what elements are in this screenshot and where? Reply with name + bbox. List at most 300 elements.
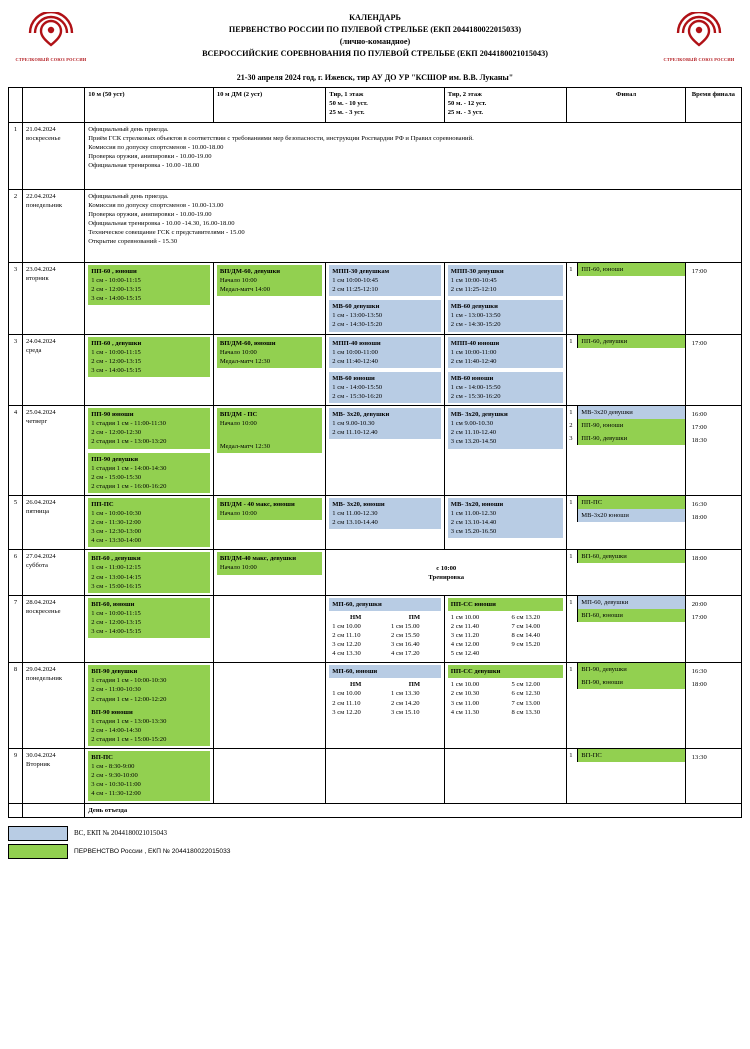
cell-final-time bbox=[685, 334, 741, 406]
pair-row bbox=[332, 689, 437, 698]
span-line: Официальный день приезда. bbox=[88, 193, 169, 200]
final-entry bbox=[567, 663, 684, 689]
cell-10m-dm bbox=[213, 749, 325, 803]
table-row bbox=[9, 495, 742, 549]
cell-final bbox=[567, 550, 685, 595]
final-entry bbox=[567, 263, 684, 276]
final-entry bbox=[567, 496, 684, 522]
session-title: МВ-60 девушки bbox=[450, 303, 498, 311]
schedule-table bbox=[8, 87, 742, 818]
session-title: МП-60, юноши bbox=[329, 665, 440, 678]
header-10m-dm: 10 м ДМ (2 уст) bbox=[213, 88, 325, 123]
session-line: 2 см - 14:30-15:20 bbox=[450, 321, 501, 329]
final-time: 18:00 bbox=[691, 681, 707, 689]
final-index: 2 bbox=[567, 419, 578, 432]
cell-final bbox=[567, 595, 685, 663]
session-line: 4 см - 11:30-12:00 bbox=[91, 790, 141, 798]
session-line: 1 стадия 1 см - 13:00-13:30 bbox=[91, 717, 167, 725]
pair-left: 1 см 10.00 bbox=[332, 622, 361, 630]
final-time: 17:00 bbox=[691, 339, 707, 347]
session-line: 1 см - 10:00-11:15 bbox=[91, 277, 141, 285]
pair-row bbox=[451, 708, 561, 717]
row-date-line1: 21.04.2024 bbox=[26, 126, 56, 133]
session-block bbox=[217, 498, 322, 520]
row-date-line2: понедельник bbox=[26, 202, 63, 210]
session-line: 1 стадия 1 см - 10:00-10:30 bbox=[91, 677, 167, 685]
cell-tir-2 bbox=[444, 334, 567, 406]
final-index: 1 bbox=[567, 406, 578, 419]
pair-right: 7 см 13.00 bbox=[511, 699, 541, 707]
document-header bbox=[8, 6, 742, 68]
span-line: Техническое совещание ГСК с представителями - 15.00 bbox=[88, 229, 245, 237]
final-label: МВ-3х20 девушки bbox=[578, 406, 684, 419]
session-line: 1 см - 14:00-15:50 bbox=[332, 383, 383, 391]
session-title: ПП-90 девушки bbox=[91, 455, 139, 463]
session-line: 2 см 11:40-12:40 bbox=[332, 357, 378, 365]
training-label: Тренировка bbox=[428, 574, 465, 582]
pair-right: 6 см 13.20 bbox=[511, 613, 541, 621]
pair-row bbox=[451, 631, 561, 640]
pair-right: 2 см 15.50 bbox=[391, 632, 420, 639]
pair-right: 8 см 13.30 bbox=[511, 708, 541, 716]
cell-tir-1 bbox=[326, 595, 444, 663]
session-title: ПП-90 юноши bbox=[91, 411, 134, 419]
table-row bbox=[9, 663, 742, 749]
session-block bbox=[448, 265, 564, 296]
row-date-line2: Вторник bbox=[26, 761, 51, 769]
row-full-span bbox=[85, 190, 742, 263]
departure-label: День отъезда bbox=[85, 803, 742, 817]
row-number: 3 bbox=[9, 334, 23, 406]
event-subtitle: 21-30 апреля 2024 год, г. Ижевск, тир АУ ДО УР "КСШОР им. В.В. Луканы" bbox=[236, 73, 514, 82]
cell-final-time bbox=[685, 595, 741, 663]
final-entry bbox=[567, 335, 684, 348]
pair-left: 4 см 12.00 bbox=[450, 641, 480, 649]
session-line: 1 см 11.00-12.30 bbox=[450, 509, 497, 517]
row-date bbox=[23, 334, 85, 406]
table-row bbox=[9, 595, 742, 663]
final-time: 17:00 bbox=[691, 613, 707, 621]
pair-left: 2 см 11.10 bbox=[332, 632, 361, 639]
legend-swatch-green bbox=[8, 844, 68, 859]
header-final-time: Время финала bbox=[685, 88, 741, 123]
row-date-line2: среда bbox=[26, 346, 42, 354]
session-title: ВП-60 , девушки bbox=[91, 555, 141, 563]
title-line-4: ВСЕРОССИЙСКИЕ СОРЕВНОВАНИЯ ПО ПУЛЕВОЙ СТРЕЛЬБЕ (ЕКП 2044180021015043) bbox=[202, 48, 548, 58]
row-date bbox=[23, 595, 85, 663]
pair-right: 7 см 14.00 bbox=[511, 622, 541, 630]
cell-final bbox=[567, 749, 685, 803]
session-pairs bbox=[448, 678, 564, 718]
legend-label: ВС, ЕКП № 2044180021015043 bbox=[74, 829, 168, 838]
pair-row bbox=[332, 708, 437, 717]
session-title: ВП-90 девушки bbox=[91, 668, 138, 676]
cell-10m-dm bbox=[213, 263, 325, 335]
cell-tir-1 bbox=[326, 406, 444, 496]
pair-left: 4 см 13.30 bbox=[332, 650, 361, 658]
session-block bbox=[448, 372, 564, 403]
session-title: МВ-60 юноши bbox=[450, 374, 494, 382]
pair-row bbox=[332, 622, 437, 631]
table-row bbox=[9, 190, 742, 263]
final-entry bbox=[567, 550, 684, 563]
cell-final bbox=[567, 495, 685, 549]
session-block bbox=[217, 337, 322, 368]
table-row bbox=[9, 334, 742, 406]
header-tir-1-line1: Тир, 1 этаж bbox=[329, 91, 364, 98]
final-entry bbox=[567, 406, 684, 419]
session-title: МВ- 3х20, девушки bbox=[450, 411, 508, 419]
row-date-line1: 28.04.2024 bbox=[26, 598, 56, 606]
pairs-head bbox=[332, 613, 437, 622]
final-time: 18:30 bbox=[691, 437, 707, 445]
row-date-line1: 26.04.2024 bbox=[26, 498, 56, 506]
session-block bbox=[88, 706, 210, 746]
row-date-line2: вторник bbox=[26, 275, 49, 283]
pairs-head-left: НМ bbox=[349, 681, 362, 689]
session-title: МВ-60 девушки bbox=[332, 303, 380, 311]
session-line: 1 см 10:00-11:00 bbox=[332, 348, 378, 356]
header-tir-2-line1: Тир, 2 этаж bbox=[447, 91, 482, 98]
final-label-wrap bbox=[578, 550, 684, 563]
cell-10m-dm bbox=[213, 595, 325, 663]
cell-final-time bbox=[685, 663, 741, 749]
session-block bbox=[88, 598, 210, 638]
final-entry bbox=[567, 596, 684, 622]
final-label: ВП-60, девушки bbox=[578, 550, 684, 563]
header-final: Финал bbox=[567, 88, 685, 123]
row-number bbox=[9, 803, 23, 817]
cell-10m-dm bbox=[213, 406, 325, 496]
pair-left: 2 см 10.30 bbox=[450, 690, 480, 698]
table-row bbox=[9, 749, 742, 803]
session-line: 2 см - 9:30-10:00 bbox=[91, 772, 138, 780]
session-line: 2 см - 14:00-14:30 bbox=[91, 726, 142, 734]
cell-final-time bbox=[685, 550, 741, 595]
final-label: МВ-3х20 юноши bbox=[578, 509, 684, 522]
session-block bbox=[88, 498, 210, 547]
session-title: МВ-60 юноши bbox=[332, 374, 375, 382]
row-date bbox=[23, 263, 85, 335]
session-pairs bbox=[448, 611, 564, 660]
cell-10m bbox=[85, 406, 214, 496]
session-block bbox=[88, 453, 210, 493]
session-block bbox=[88, 665, 210, 705]
pairs-head bbox=[332, 680, 437, 689]
session-title: ПП-СС юноши bbox=[448, 598, 564, 611]
pair-row bbox=[332, 640, 437, 649]
cell-final bbox=[567, 263, 685, 335]
cell-tir-1 bbox=[326, 263, 444, 335]
cell-final-time bbox=[685, 406, 741, 496]
logo-right-text: СТРЕЛКОВЫЙ СОЮЗ РОССИИ bbox=[663, 56, 735, 62]
pair-left: 3 см 12.20 bbox=[332, 708, 361, 716]
cell-10m bbox=[85, 595, 214, 663]
pair-right: 8 см 14.40 bbox=[511, 632, 541, 639]
final-label-wrap bbox=[578, 406, 684, 419]
session-line: 2 см - 15:00-15:30 bbox=[91, 473, 142, 481]
session-title: ПП-СС девушки bbox=[448, 665, 564, 678]
header-tir-2-line2: 50 м. - 12 уст. bbox=[447, 100, 487, 108]
final-time: 13:30 bbox=[691, 754, 707, 762]
final-label: ПП-ПС bbox=[578, 496, 684, 509]
session-title: ВП-60, юноши bbox=[91, 600, 135, 608]
title-line-1: КАЛЕНДАРЬ bbox=[349, 13, 401, 22]
session-line: 2 см 11:40-12:40 bbox=[450, 357, 497, 365]
pair-left: 3 см 12.20 bbox=[332, 641, 361, 649]
final-time: 16:00 bbox=[691, 411, 707, 419]
session-line: 2 см - 14:30-15:20 bbox=[332, 321, 383, 329]
session-title: МПП-30 девушкам bbox=[332, 268, 390, 275]
session-block bbox=[88, 265, 210, 305]
pair-row bbox=[451, 640, 561, 649]
row-number: 7 bbox=[9, 595, 23, 663]
final-time: 18:00 bbox=[691, 555, 707, 563]
session-line: 1 см 10:00-10:45 bbox=[450, 277, 497, 285]
session-title: ВП/ДМ - ПС bbox=[219, 411, 258, 419]
session-line: 2 стадия 1 см - 12:00-12:20 bbox=[91, 695, 167, 703]
session-title: МВ- 3х20, девушки bbox=[332, 411, 390, 419]
table-row-departure bbox=[9, 803, 742, 817]
span-line: Проверка оружия, анипировки - 10.00-19.00 bbox=[88, 153, 212, 161]
final-label-wrap bbox=[578, 749, 684, 762]
final-index: 1 bbox=[567, 335, 578, 348]
row-number: 8 bbox=[9, 663, 23, 749]
session-block bbox=[88, 408, 210, 448]
final-label: ВП-90, юноши bbox=[578, 676, 684, 689]
session-line: 2 см - 13:00-14:15 bbox=[91, 573, 142, 581]
cell-final-time bbox=[685, 495, 741, 549]
session-line: 1 см - 11:00-12:15 bbox=[91, 564, 141, 572]
pair-left: 2 см 11.40 bbox=[450, 622, 480, 630]
session-line: 1 см - 14:00-15:50 bbox=[450, 383, 501, 391]
cell-10m-dm bbox=[213, 334, 325, 406]
session-line: 1 см - 10:00-11:15 bbox=[91, 609, 141, 617]
session-line: 2 см - 15:30-16:20 bbox=[450, 393, 501, 401]
pair-row bbox=[332, 631, 437, 640]
session-title: МВ- 3х20, юноши bbox=[450, 500, 504, 508]
session-line: 1 см - 13:00-13:50 bbox=[450, 312, 501, 320]
session-line: 2 см - 12:00-12:30 bbox=[91, 429, 142, 437]
row-date bbox=[23, 190, 85, 263]
row-date bbox=[23, 550, 85, 595]
cell-tir-2 bbox=[444, 406, 567, 496]
session-line: 2 см 13.10-14.40 bbox=[450, 519, 497, 527]
session-block bbox=[329, 337, 440, 368]
cell-tir-1 bbox=[326, 749, 444, 803]
session-line: Начало 10:00 bbox=[219, 420, 257, 428]
pair-left: 1 см 10.00 bbox=[332, 690, 361, 698]
final-time: 16:30 bbox=[691, 500, 707, 508]
session-block bbox=[88, 337, 210, 377]
final-index: 1 bbox=[567, 550, 578, 563]
session-block bbox=[448, 498, 564, 538]
session-line: 3 см - 14:00-15:15 bbox=[91, 366, 142, 374]
session-line: 1 см 9.00-10.30 bbox=[450, 420, 494, 428]
row-date-line1: 29.04.2024 bbox=[26, 666, 56, 674]
session-line: 3 см - 14:00-15:15 bbox=[91, 295, 142, 303]
table-row bbox=[9, 263, 742, 335]
session-line: 3 см - 15:00-16:15 bbox=[91, 582, 142, 590]
table-row bbox=[9, 406, 742, 496]
final-time: 17:00 bbox=[691, 424, 707, 432]
pair-right: 4 см 17.20 bbox=[391, 650, 420, 658]
span-line: Официальная тренировка - 10.00 -14.30, 16.00-18.00 bbox=[88, 220, 235, 228]
final-label: ПП-60, юноши bbox=[578, 263, 684, 276]
session-line: 2 см 11:25-12:10 bbox=[450, 286, 497, 294]
row-date-line2: пятница bbox=[26, 507, 50, 515]
row-date bbox=[23, 406, 85, 496]
pair-row bbox=[451, 613, 561, 622]
header-tir-2-line3: 25 м. - 3 уст. bbox=[447, 109, 483, 117]
session-line: Начало 10:00 bbox=[219, 509, 257, 517]
pair-right: 2 см 14.20 bbox=[391, 699, 420, 707]
session-line: 2 см - 12:00-13:15 bbox=[91, 618, 142, 626]
row-date-line1: 22.04.2024 bbox=[26, 193, 56, 200]
title-line-3: (лично-командное) bbox=[339, 36, 411, 46]
final-index: 3 bbox=[567, 432, 578, 445]
logo-right bbox=[656, 6, 742, 68]
session-line: 2 стадия 1 см - 15:00-15:20 bbox=[91, 735, 167, 743]
pair-row bbox=[451, 680, 561, 689]
row-date-line2: понедельник bbox=[26, 675, 63, 683]
pair-row bbox=[451, 649, 561, 658]
final-label-wrap bbox=[578, 663, 684, 689]
row-number: 5 bbox=[9, 495, 23, 549]
pair-right: 5 см 12.00 bbox=[511, 681, 541, 689]
session-line: 2 см - 15:30-16:20 bbox=[332, 393, 383, 401]
final-label-wrap bbox=[578, 496, 684, 522]
span-line: Официальный день приезда. bbox=[88, 126, 169, 133]
session-line: 2 стадия 1 см - 16:00-16:20 bbox=[91, 482, 167, 490]
header-tir-1-line2: 50 м. - 10 уст. bbox=[329, 100, 368, 108]
pair-left: 5 см 12.40 bbox=[450, 650, 480, 658]
session-title: ВП/ДМ - 40 макс, юноши bbox=[219, 500, 295, 508]
session-block bbox=[448, 408, 564, 448]
pair-right bbox=[512, 649, 561, 658]
row-date-line1: 25.04.2024 bbox=[26, 409, 56, 417]
row-date-line2: воскресенье bbox=[26, 607, 61, 615]
session-title: МПП-40 юноши bbox=[332, 339, 381, 347]
session-line: Начало 10:00 bbox=[219, 564, 257, 572]
cell-final bbox=[567, 663, 685, 749]
session-title: ВП/ДМ-60, девушки bbox=[219, 268, 281, 275]
cell-10m bbox=[85, 495, 214, 549]
session-line: Начало 10:00 bbox=[219, 277, 257, 285]
table-header-row bbox=[9, 88, 742, 123]
final-time: 16:30 bbox=[691, 668, 707, 676]
session-block bbox=[217, 408, 322, 453]
header-tir-1 bbox=[326, 88, 444, 123]
row-number: 3 bbox=[9, 263, 23, 335]
row-number: 4 bbox=[9, 406, 23, 496]
session-block bbox=[217, 552, 322, 574]
final-entry bbox=[567, 749, 684, 762]
pair-right: 1 см 13.30 bbox=[391, 690, 420, 698]
cell-10m-dm bbox=[213, 550, 325, 595]
header-tir-1-line3: 25 м. - 3 уст. bbox=[329, 109, 365, 117]
header-num bbox=[9, 88, 23, 123]
final-label: ПП-90, девушки bbox=[578, 432, 684, 445]
span-line: Приём ГСК стрелковых объектов в соответствии с требованиями мер безопасности, инструкции Росгвардии РФ и Правил соревнований. bbox=[88, 135, 474, 143]
header-10m: 10 м (50 уст) bbox=[85, 88, 214, 123]
session-title: ВП-ПС bbox=[91, 754, 113, 762]
session-line: 2 см 11.10-12.40 bbox=[332, 429, 378, 437]
session-title: ПП-60 , девушки bbox=[91, 339, 142, 347]
session-line: 4 см - 13:30-14:00 bbox=[91, 537, 142, 545]
final-entry bbox=[567, 432, 684, 445]
row-date-line1: 27.04.2024 bbox=[26, 553, 56, 561]
cell-final bbox=[567, 334, 685, 406]
pair-left: 3 см 11.00 bbox=[450, 699, 480, 707]
table-row bbox=[9, 123, 742, 190]
final-label: МП-60, девушки bbox=[578, 596, 684, 609]
session-title: МПП-30 девушки bbox=[450, 268, 504, 275]
row-date bbox=[23, 803, 85, 817]
session-line: 1 см - 10:00-10:30 bbox=[91, 509, 142, 517]
training-time: с 10:00 bbox=[436, 565, 457, 573]
session-line: 1 см - 13:00-13:50 bbox=[332, 312, 383, 320]
session-title: МВ- 3х20, юноши bbox=[332, 500, 385, 508]
pair-row bbox=[451, 699, 561, 708]
cell-final-time bbox=[685, 749, 741, 803]
pair-left: 1 см 10.00 bbox=[450, 613, 480, 621]
cell-tir-2 bbox=[444, 495, 567, 549]
cell-10m-dm bbox=[213, 495, 325, 549]
final-index: 1 bbox=[567, 749, 578, 762]
legend-item bbox=[8, 826, 742, 841]
session-line: 1 см 11.00-12.30 bbox=[332, 509, 378, 517]
pair-right: 1 см 15.00 bbox=[391, 622, 420, 630]
row-date-line2: четверг bbox=[26, 418, 48, 426]
row-date bbox=[23, 749, 85, 803]
span-line: Проверка оружия, анипировки - 10.00-19.00 bbox=[88, 211, 212, 219]
row-number: 2 bbox=[9, 190, 23, 263]
row-number: 6 bbox=[9, 550, 23, 595]
pair-left: 1 см 10.00 bbox=[450, 681, 480, 689]
pair-row bbox=[332, 699, 437, 708]
session-pairs bbox=[329, 611, 440, 660]
row-number: 1 bbox=[9, 123, 23, 190]
cell-training-merged bbox=[326, 550, 567, 595]
cell-final-time bbox=[685, 263, 741, 335]
session-line: 3 см 13.20-14.50 bbox=[450, 438, 497, 446]
session-title: МП-60, девушки bbox=[329, 598, 440, 611]
session-line: Медал-матч 12:30 bbox=[219, 443, 271, 451]
title-line-2: ПЕРВЕНСТВО РОССИИ ПО ПУЛЕВОЙ СТРЕЛЬБЕ (ЕКП 2044180022015033) bbox=[228, 24, 522, 34]
session-title: ПП-60 , юноши bbox=[91, 268, 137, 275]
cell-10m bbox=[85, 334, 214, 406]
pairs-head-right: ПМ bbox=[408, 613, 421, 621]
session-pairs bbox=[329, 678, 440, 718]
cell-10m-dm bbox=[213, 663, 325, 749]
header-date bbox=[23, 88, 85, 123]
session-line: Медал-матч 14:00 bbox=[219, 286, 271, 294]
session-block bbox=[88, 552, 210, 592]
session-line: 2 см 11:25-12:10 bbox=[332, 286, 378, 294]
final-index: 1 bbox=[567, 496, 578, 522]
pair-right: 6 см 12.30 bbox=[511, 690, 541, 698]
session-line: 1 стадия 1 см - 11:00-11:30 bbox=[91, 420, 166, 428]
session-title: ПП-ПС bbox=[91, 500, 114, 508]
cell-tir-2 bbox=[444, 595, 567, 663]
row-date-line1: 23.04.2024 bbox=[26, 266, 56, 273]
pair-left: 2 см 11.10 bbox=[332, 699, 361, 707]
pair-left: 4 см 11.30 bbox=[450, 708, 480, 716]
final-label-wrap bbox=[578, 432, 684, 445]
final-label: ВП-60, юноши bbox=[578, 609, 684, 622]
pair-row bbox=[332, 649, 437, 658]
